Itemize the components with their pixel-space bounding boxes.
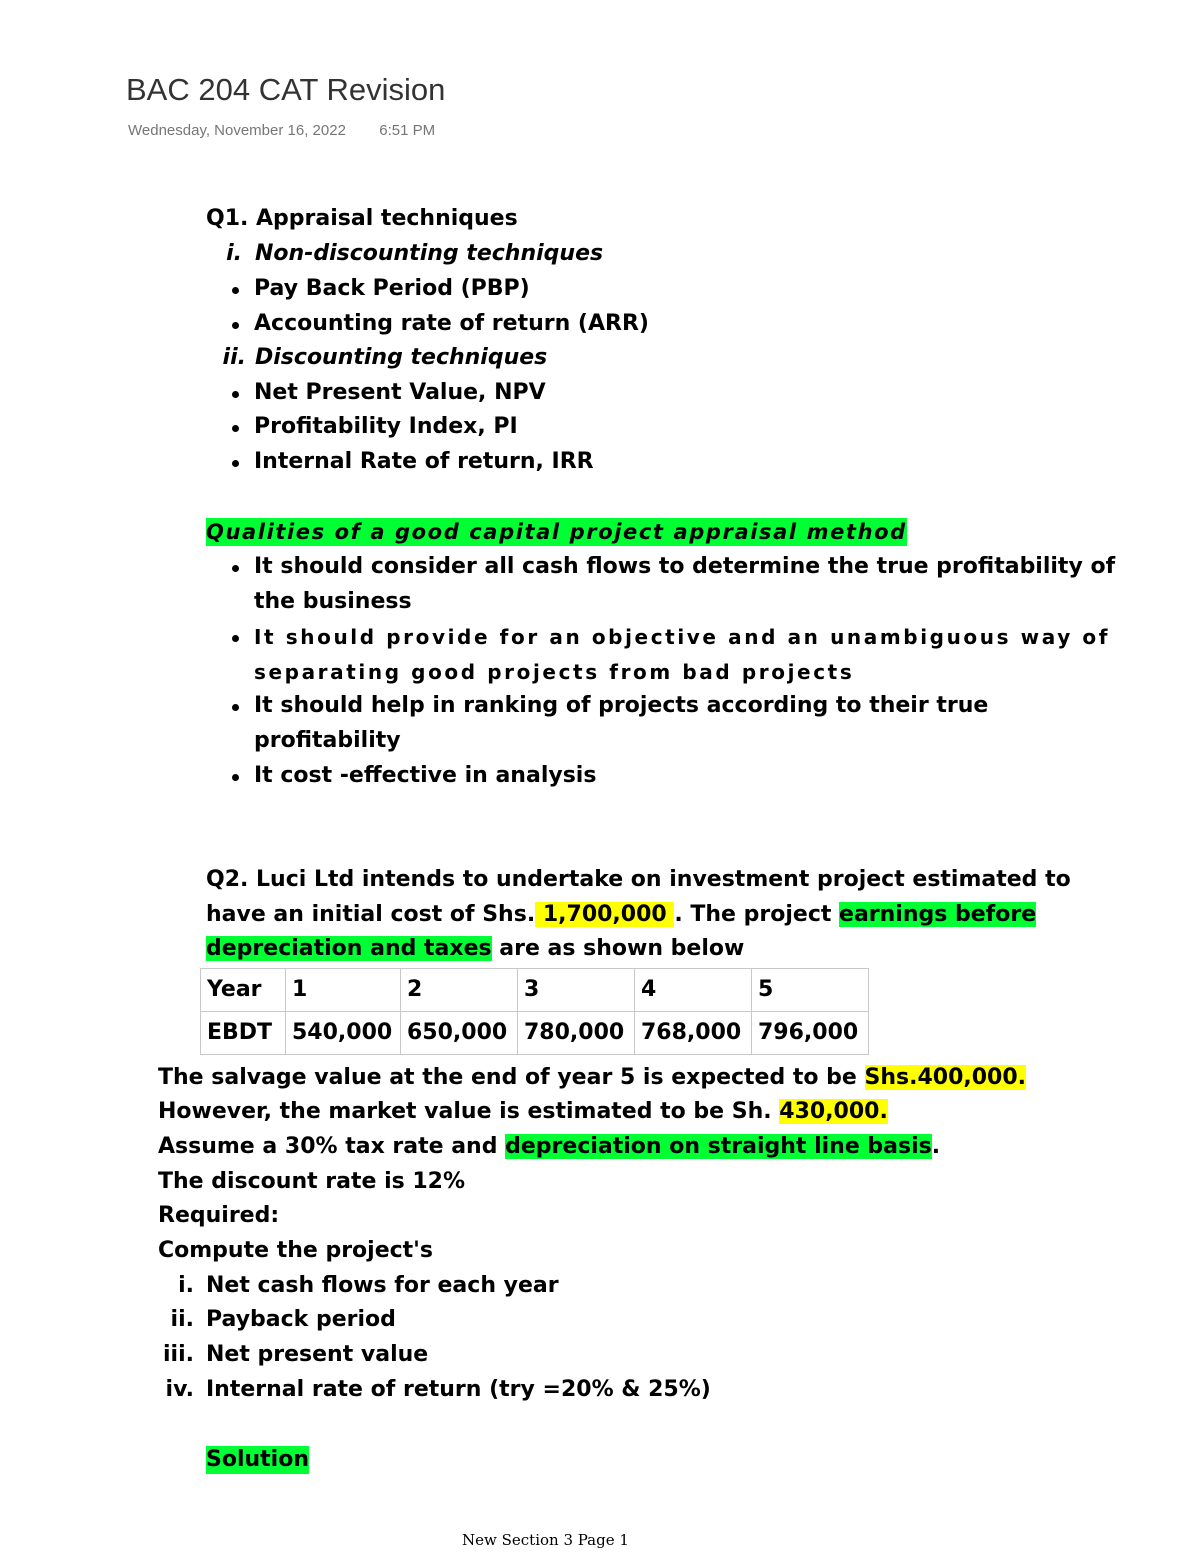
table-cell: 4: [635, 969, 752, 1012]
q1-item-irr: Internal Rate of return, IRR: [254, 449, 594, 474]
table-row: [201, 969, 869, 1012]
task-number: ii.: [170, 1307, 194, 1332]
task-number: iii.: [163, 1342, 194, 1367]
q2-line3-text: are as shown below: [491, 936, 745, 961]
table-cell: 1: [286, 969, 401, 1012]
solution-heading: Solution: [206, 1447, 309, 1472]
q2-line3: [206, 935, 744, 963]
table-cell: 5: [752, 969, 869, 1012]
qualities-heading: Qualities of a good capital project appraisal method: [206, 520, 907, 544]
q2-line1: Q2. Luci Ltd intends to undertake on investment project estimated to: [206, 867, 1071, 892]
salvage-highlight: Shs.400,000.: [864, 1065, 1027, 1090]
q1-item-npv: Net Present Value, NPV: [254, 380, 546, 405]
task-item: Internal rate of return (try =20% & 25%): [206, 1377, 711, 1402]
q1-item-pbp: Pay Back Period (PBP): [254, 276, 530, 301]
earnings-highlight: earnings before: [839, 902, 1037, 927]
tax-text-end: .: [931, 1134, 941, 1159]
task-number: iv.: [165, 1377, 194, 1402]
quality-item-3-line2: profitability: [254, 728, 401, 753]
depreciation-taxes-highlight: depreciation and taxes: [206, 936, 492, 961]
quality-item-2-line1: It should provide for an objective and an unambiguous way of: [254, 625, 1111, 649]
quality-item-4: It cost -effective in analysis: [254, 763, 597, 788]
q1-group1-title: Non-discounting techniques: [255, 241, 604, 266]
required-label: Required:: [158, 1203, 280, 1228]
quality-item-2-line2: separating good projects from bad projects: [254, 660, 855, 684]
compute-label: Compute the project's: [158, 1238, 434, 1263]
q1-item-pi: Profitability Index, PI: [254, 414, 518, 439]
table-cell: 768,000: [635, 1012, 752, 1055]
q2-line2-text: have an initial cost of Shs.: [206, 902, 536, 927]
table-cell: 796,000: [752, 1012, 869, 1055]
quality-item-1-line1: It should consider all cash flows to determine the true profitability of: [254, 554, 1116, 579]
table-cell: Year: [201, 969, 286, 1012]
page-title: BAC 204 CAT Revision: [126, 72, 446, 107]
q1-group1-number: i.: [226, 241, 242, 266]
tax-line: [158, 1133, 940, 1161]
market-text: However, the market value is estimated to be Sh.: [158, 1099, 780, 1124]
page-time: 6:51 PM: [379, 122, 436, 139]
table-cell: 3: [518, 969, 635, 1012]
ebdt-table: [200, 968, 869, 1055]
table-cell: EBDT: [201, 1012, 286, 1055]
table-cell: 540,000: [286, 1012, 401, 1055]
q2-line2-text-b: . The project: [674, 902, 840, 927]
task-item: Net present value: [206, 1342, 429, 1367]
page-meta: [128, 122, 435, 139]
tax-text: Assume a 30% tax rate and: [158, 1134, 506, 1159]
table-cell: 780,000: [518, 1012, 635, 1055]
page-date: Wednesday, November 16, 2022: [128, 122, 346, 139]
q2-line2: [206, 901, 1036, 929]
salvage-text: The salvage value at the end of year 5 is expected to be: [158, 1065, 865, 1090]
initial-cost-highlight: 1,700,000: [535, 902, 675, 927]
quality-item-3-line1: It should help in ranking of projects according to their true: [254, 693, 989, 718]
task-item: Payback period: [206, 1307, 396, 1332]
table-cell: 2: [401, 969, 518, 1012]
salvage-line: [158, 1064, 1026, 1092]
quality-item-1-line2: the business: [254, 589, 412, 614]
table-row: [201, 1012, 869, 1055]
market-highlight: 430,000.: [779, 1099, 888, 1124]
table-cell: 650,000: [401, 1012, 518, 1055]
q1-group2-title: Discounting techniques: [255, 345, 548, 370]
q1-heading: Q1. Appraisal techniques: [206, 206, 518, 231]
q1-item-arr: Accounting rate of return (ARR): [254, 311, 649, 336]
market-line: [158, 1098, 888, 1126]
discount-line: The discount rate is 12%: [158, 1169, 466, 1194]
task-item: Net cash flows for each year: [206, 1273, 559, 1298]
depreciation-highlight: depreciation on straight line basis: [505, 1134, 932, 1159]
page-footer: New Section 3 Page 1: [462, 1531, 629, 1549]
task-number: i.: [178, 1273, 194, 1298]
q1-group2-number: ii.: [222, 345, 246, 370]
